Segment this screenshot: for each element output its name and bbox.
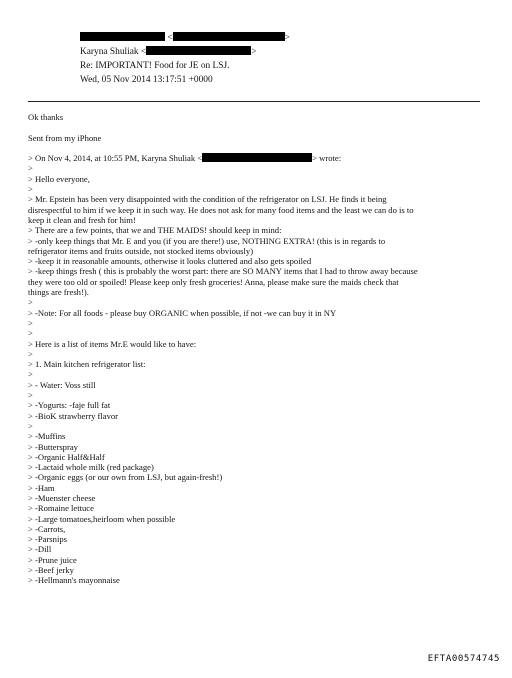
quoted-line: > -Ham bbox=[28, 482, 55, 493]
quote-intro-end: > wrote: bbox=[312, 153, 342, 164]
quoted-line: > -Organic Half&Half bbox=[28, 451, 105, 462]
date-value: Wed, 05 Nov 2014 13:17:51 +0000 bbox=[80, 75, 213, 85]
reply-line: Ok thanks bbox=[28, 112, 64, 122]
quoted-line: > - Water: Voss still bbox=[28, 379, 96, 390]
blank-line bbox=[28, 143, 488, 153]
quoted-line: > -Butterspray bbox=[28, 441, 78, 452]
quote-intro-text: > On Nov 4, 2014, at 10:55 PM, Karyna Shuliak < bbox=[28, 153, 203, 164]
redaction-box bbox=[80, 32, 165, 41]
quoted-line: > -Romaine lettuce bbox=[28, 503, 94, 514]
quoted-line: > bbox=[28, 317, 33, 328]
blank-line bbox=[28, 122, 488, 132]
header-divider bbox=[28, 101, 480, 102]
quoted-line: > bbox=[28, 348, 33, 359]
quoted-line: refrigerator items and fruits outside, not stocked items obviously) bbox=[28, 245, 254, 256]
quoted-line: > -Yogurts: -faje full fat bbox=[28, 400, 111, 411]
quoted-line: > -Lactaid whole milk (red package) bbox=[28, 462, 154, 473]
quoted-line: > -Muffins bbox=[28, 431, 66, 442]
quoted-line: > -Hellmann's mayonnaise bbox=[28, 575, 120, 586]
quoted-line: > -Carrots, bbox=[28, 523, 66, 534]
quoted-line: they were too old or spoiled! Please keep only fresh groceries! Anna, please make sure the maids check that bbox=[28, 276, 399, 287]
quoted-line: > -Large tomatoes,heirloom when possible bbox=[28, 513, 176, 524]
quoted-line: > 1. Main kitchen refrigerator list: bbox=[28, 359, 146, 370]
quoted-message bbox=[28, 163, 488, 585]
quoted-line: > -Note: For all foods - please buy ORGANIC when possible, if not -we can buy it in NY bbox=[28, 307, 337, 318]
quoted-line: > bbox=[28, 297, 33, 308]
quoted-line: keep it clean and fresh for him! bbox=[28, 214, 136, 225]
quoted-line: > bbox=[28, 369, 33, 380]
to-value: Karyna Shuliak < > bbox=[80, 47, 257, 57]
quoted-line: > bbox=[28, 390, 33, 401]
quoted-line: > Mr. Epstein has been very disappointed with the condition of the refrigerator on LSJ. He finds it being bbox=[28, 194, 387, 205]
to-name: Karyna Shuliak < bbox=[80, 47, 147, 57]
quoted-line: > -only keep things that Mr. E and you (if you are there!) use, NOTHING EXTRA! (this is in regards to bbox=[28, 235, 386, 246]
quoted-line: > -Parsnips bbox=[28, 534, 67, 545]
signature-line: Sent from my iPhone bbox=[28, 132, 102, 143]
from-value: < > bbox=[80, 32, 290, 44]
quoted-line: > -keep things fresh ( this is probably the worst part: there are SO MANY items that I had to throw away because bbox=[28, 266, 418, 277]
email-body bbox=[28, 112, 488, 586]
quoted-line: > -BioK strawberry flavor bbox=[28, 410, 119, 421]
quoted-line: > -keep it in reasonable amounts, otherwise it looks cluttered and also gets spoiled bbox=[28, 256, 312, 267]
quoted-line: > bbox=[28, 328, 33, 339]
redaction-box bbox=[146, 46, 251, 55]
redaction-box bbox=[202, 153, 312, 162]
quoted-line: > There are a few points, that we and THE MAIDS! should keep in mind: bbox=[28, 225, 282, 236]
quoted-line: > -Organic eggs (or our own from LSJ, but again-fresh!) bbox=[28, 472, 223, 483]
subject-value: Re: IMPORTANT! Food for JE on LSJ. bbox=[80, 61, 230, 71]
quoted-line: disrespectful to him if we keep it in such way. He does not ask for many food items and the least we can do is to bbox=[28, 204, 414, 215]
quoted-line: > -Beef jerky bbox=[28, 565, 74, 576]
quoted-line: > -Prune juice bbox=[28, 554, 77, 565]
redaction-box bbox=[173, 32, 285, 41]
document-id: EFTA00574745 bbox=[427, 654, 500, 664]
quoted-line: > bbox=[28, 420, 33, 431]
quote-intro bbox=[28, 153, 488, 163]
quoted-line: > Here is a list of items Mr.E would like to have: bbox=[28, 338, 197, 349]
quoted-line: > bbox=[28, 163, 33, 174]
quoted-line: things are fresh!). bbox=[28, 287, 89, 298]
quoted-line: > -Dill bbox=[28, 544, 52, 555]
quoted-line: > bbox=[28, 184, 33, 195]
quoted-line: > Hello everyone, bbox=[28, 173, 90, 184]
quoted-line: > -Muenster cheese bbox=[28, 492, 96, 503]
